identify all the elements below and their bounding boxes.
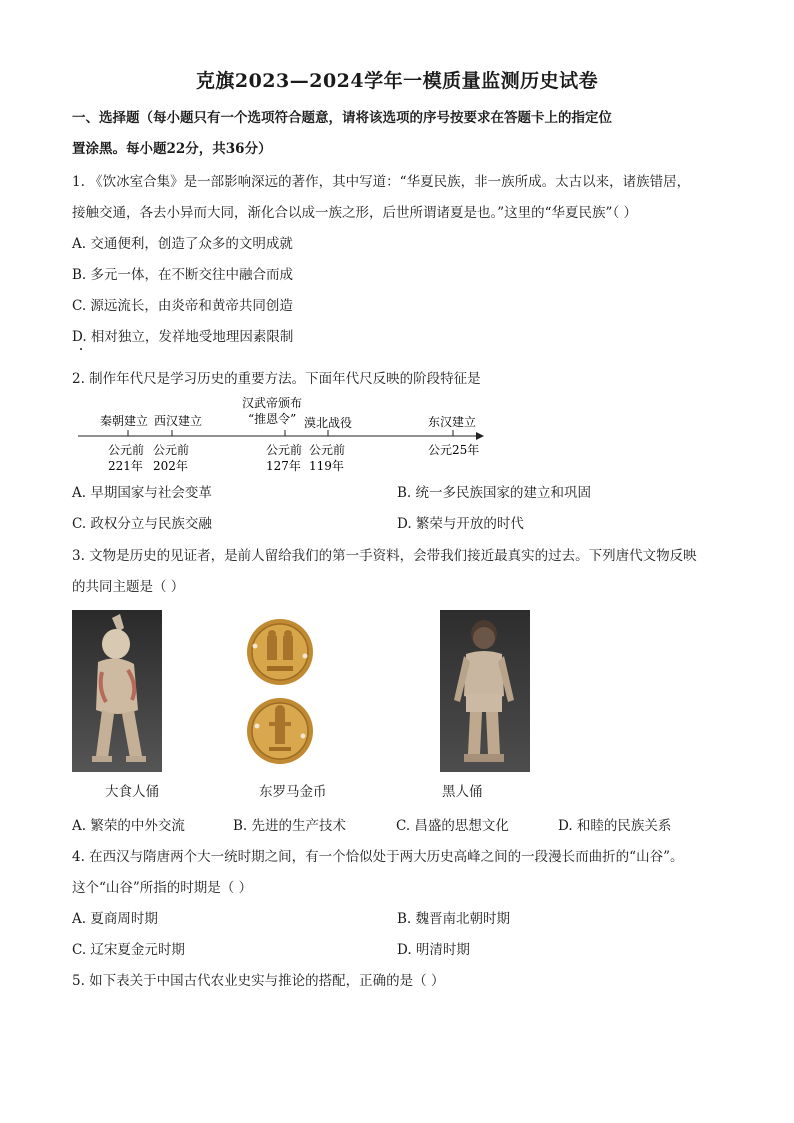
q4-stem-line2: 这个“山谷”所指的时期是（ ） (72, 880, 253, 896)
event-label-tuien-1: 汉武帝颁布 (242, 396, 303, 410)
q2-option-c: C. 政权分立与民族交融 (72, 516, 212, 532)
q1-option-a: A. 交通便利，创造了众多的文明成就 (72, 236, 293, 252)
q5-stem: 5. 如下表关于中国古代农业史实与推论的搭配，正确的是（ ） (72, 973, 445, 989)
q4-option-a: A. 夏商周时期 (72, 911, 158, 927)
event-year-xihan-2: 202年 (153, 459, 188, 473)
event-year-xihan-1: 公元前 (153, 443, 190, 457)
q1-option-c: C. 源远流长，由炎帝和黄帝共同创造 (72, 298, 293, 314)
q2-option-b: B. 统一多民族国家的建立和巩固 (397, 485, 592, 501)
q3-stem-line1: 3. 文物是历史的见证者，是前人留给我们的第一手资料，会带我们接近最真实的过去。下列唐代文物反映 (72, 548, 697, 564)
caption-dashi-figurine: 大食人俑 (105, 784, 159, 800)
q3-option-c: C. 昌盛的思想文化 (396, 818, 509, 834)
page-title: 克旗2023—2024学年一模质量监测历史试卷 (195, 70, 599, 92)
event-label-mobei: 漠北战役 (304, 416, 353, 430)
q4-stem-line1: 4. 在西汉与隋唐两个大一统时期之间，有一个恰似处于两大历史高峰之间的一段漫长而曲折的“山谷”。 (72, 849, 684, 865)
kunlun-figurine-image (440, 610, 530, 772)
section-heading-line2: 置涂黑。每小题22分，共36分） (72, 141, 272, 157)
event-year-donghan: 公元25年 (428, 443, 480, 457)
timeline (72, 394, 492, 474)
q3-option-b: B. 先进的生产技术 (233, 818, 347, 834)
q4-option-d: D. 明清时期 (397, 942, 470, 958)
q4-option-b: B. 魏晋南北朝时期 (397, 911, 511, 927)
event-year-mobei-1: 公元前 (309, 443, 346, 457)
q1-option-b: B. 多元一体，在不断交往中融合而成 (72, 267, 294, 283)
q2-stem: 2. 制作年代尺是学习历史的重要方法。下面年代尺反映的阶段特征是 (72, 371, 481, 387)
q3-option-a: A. 繁荣的中外交流 (72, 818, 185, 834)
caption-byzantine-coins: 东罗马金币 (259, 784, 327, 800)
caption-kunlun-figurine: 黑人俑 (442, 784, 483, 800)
event-label-xihan: 西汉建立 (154, 414, 203, 428)
q2-option-a: A. 早期国家与社会变革 (72, 485, 212, 501)
section-heading-line1: 一、选择题（每小题只有一个选项符合题意，请将该选项的序号按要求在答题卡上的指定位 (72, 110, 612, 126)
event-label-donghan: 东汉建立 (428, 415, 477, 429)
event-year-mobei-2: 119年 (309, 459, 344, 473)
event-year-qin-2: 221年 (108, 459, 143, 473)
event-year-tuien-2: 127年 (266, 459, 301, 473)
q1-stem-line2: 接触交通，各去小异而大同，渐化合以成一族之形，后世所谓诸夏是也。”这里的“华夏民族”（ ） (72, 205, 637, 221)
event-label-tuien-2: “推恩令” (248, 412, 297, 426)
event-year-tuien-1: 公元前 (266, 443, 303, 457)
event-label-qin: 秦朝建立 (100, 414, 149, 428)
dashi-figurine-image (72, 610, 162, 772)
q1-stem-line1: 1. 《饮冰室合集》是一部影响深远的著作，其中写道：“华夏民族，非一族所成。太古以来，诸族错居， (72, 174, 691, 190)
event-year-qin-1: 公元前 (108, 443, 145, 457)
q4-option-c: C. 辽宋夏金元时期 (72, 942, 185, 958)
q3-stem-line2: 的共同主题是（ ） (72, 579, 185, 595)
byzantine-gold-coins-image (245, 614, 315, 774)
timeline-arrow-icon (476, 432, 484, 440)
q2-option-d: D. 繁荣与开放的时代 (397, 516, 524, 532)
q3-option-d: D. 和睦的民族关系 (558, 818, 672, 834)
q1-option-d: D. 相对独立，发祥地受地理因素限制 (72, 329, 294, 345)
stray-dot (80, 348, 82, 350)
